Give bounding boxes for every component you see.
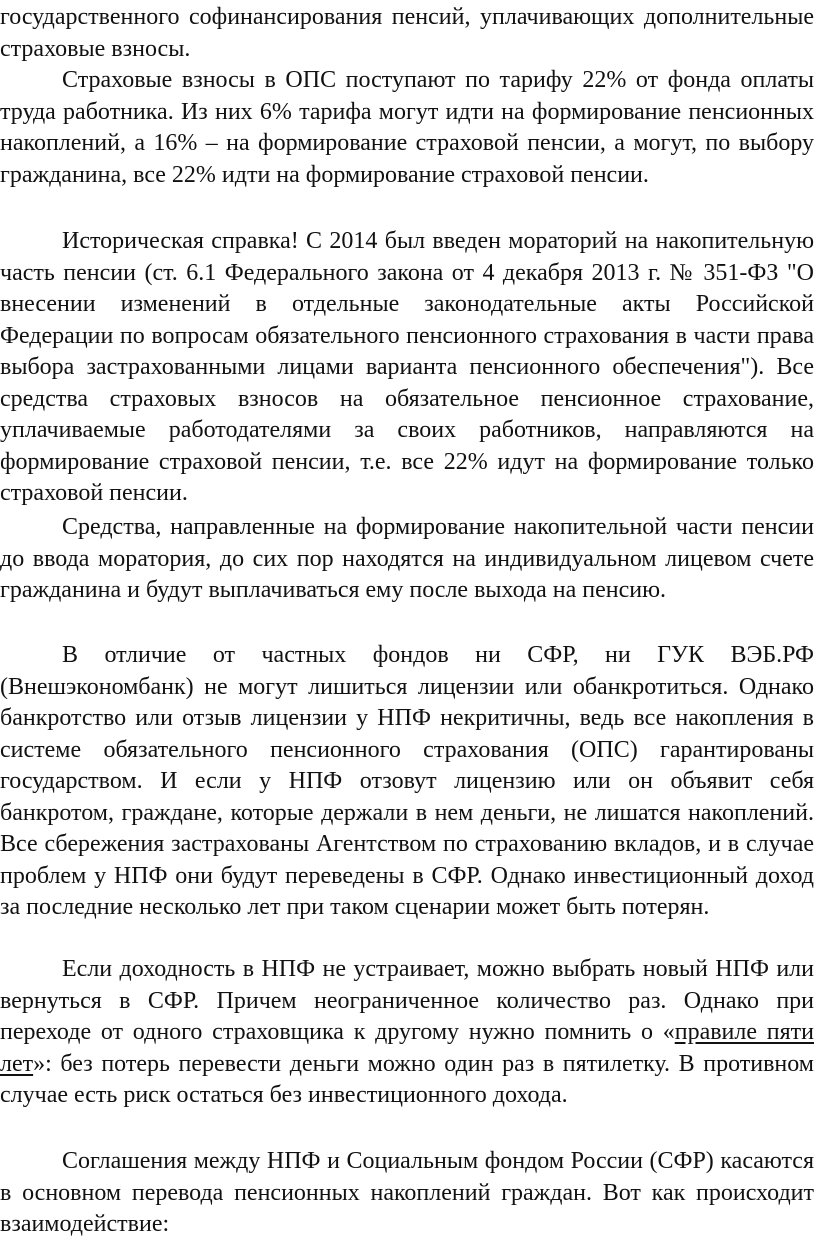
five-year-rule-text-after: »: без потерь перевести деньги можно один раз в пятилетку. В противном случае есть риск остаться без инвестиционного дохода.: [0, 1050, 814, 1108]
five-year-rule-link[interactable]: правиле пяти лет: [0, 1019, 814, 1077]
paragraph-insurance-tariff: Страховые взносы в ОПС поступают по тарифу 22% от фонда оплаты труда работника. Из них 6% тарифа могут идти на формирование пенсионных накоплений, а 16% – на формирование страховой пенсии, а могут, по выбору гражданина, все 22% идти на формирование страховой пенсии.: [0, 67, 814, 188]
paragraph-five-year-rule: [0, 954, 814, 1112]
five-year-rule-text-before: Если доходность в НПФ не устраивает, можно выбрать новый НПФ или вернуться в СФР. Причем неограниченное количество раз. Однако при переходе от одного страховщика к другому нужно помнить о «: [0, 956, 814, 1045]
paragraph-funded-pension-funds: Средства, направленные на формирование накопительной части пенсии до ввода моратория, до сих пор находятся на индивидуальном лицевом счете гражданина и будут выплачиваться ему после выхода на пенсию.: [0, 514, 814, 603]
paragraph-npf-guarantees: В отличие от частных фондов ни СФР, ни ГУК ВЭБ.РФ (Внешэкономбанк) не могут лишиться лицензии или обанкротиться. Однако банкротство или отзыв лицензии у НПФ некритичны, ведь все накопления в системе обязательного пенсионного страхования (ОПС) гарантированы государством. И если у НПФ отзовут лицензию или он объявит себя банкротом, граждане, которые держали в нем деньги, не лишатся накоплений. Все сбережения застрахованы Агентством по страхованию вкладов, и в случае проблем у НПФ они будут переведены в СФР. Однако инвестиционный доход за последние несколько лет при таком сценарии может быть потерян.: [0, 642, 814, 920]
paragraph-npf-sfr-agreements: Соглашения между НПФ и Социальным фондом России (СФР) касаются в основном перевода пенсионных накоплений граждан. Вот как происходит взаимодействие:: [0, 1148, 814, 1237]
paragraph-cofinancing-tail: государственного софинансирования пенсий, уплачивающих дополнительные страховые взносы.: [0, 4, 814, 62]
paragraph-historical-note: Историческая справка! С 2014 был введен мораторий на накопительную часть пенсии (ст. 6.1 Федерального закона от 4 декабря 2013 г. № 351-ФЗ "О внесении изменений в отдельные законодательные акты Российской Федерации по вопросам обязательного пенсионного страхования в части права выбора застрахованными лицами варианта пенсионного обеспечения"). Все средства страховых взносов на обязательное пенсионное страхование, уплачиваемые работодателями за своих работников, направляются на формирование страховой пенсии, т.е. все 22% идут на формирование только страховой пенсии.: [0, 228, 814, 506]
